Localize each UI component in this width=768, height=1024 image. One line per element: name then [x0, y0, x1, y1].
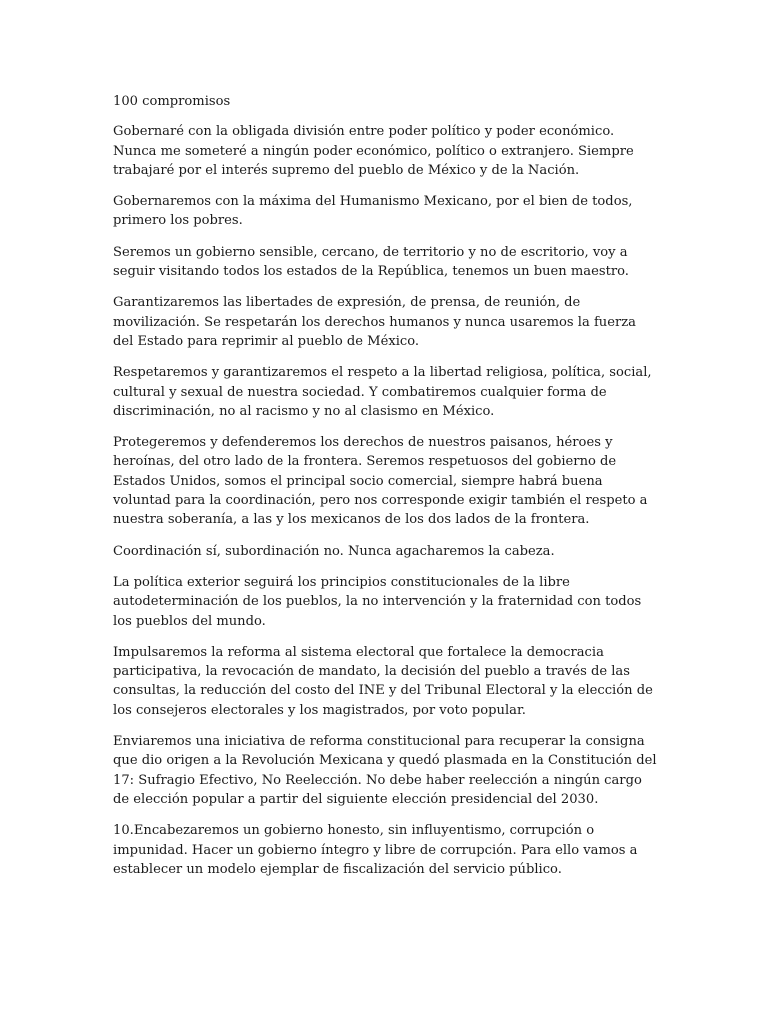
- document-title: 100 compromisos: [113, 94, 231, 109]
- paragraph: Respetaremos y garantizaremos el respeto a la libertad religiosa, política, social, cultural y sexual de nuestra sociedad. Y combatiremos cualquier forma de discriminación, no al racismo y no al clasismo en México.: [113, 365, 652, 419]
- paragraph: Seremos un gobierno sensible, cercano, de territorio y no de escritorio, voy a seguir visitando todos los estados de la República, tenemos un buen maestro.: [113, 244, 629, 280]
- document-body: [113, 92, 658, 891]
- paragraph: 10.Encabezaremos un gobierno honesto, sin influyentismo, corrupción o impunidad. Hacer un gobierno íntegro y libre de corrupción. Para ello vamos a establecer un modelo ejemplar de fiscalización del servicio público.: [113, 823, 638, 877]
- paragraph: Impulsaremos la reforma al sistema electoral que fortalece la democracia participativa, la revocación de mandato, la decisión del pueblo a través de las consultas, la reducción del costo del INE y del Tribunal Electoral y la elección de los consejeros electorales y los magistrados, por voto popular.: [113, 644, 653, 718]
- paragraph: Protegeremos y defenderemos los derechos de nuestros paisanos, héroes y heroínas, del otro lado de la frontera. Seremos respetuosos del gobierno de Estados Unidos, somos el principal socio comercial, siempre habrá buena voluntad para la coordinación, pero nos corresponde exigir también el respeto a nuestra soberanía, a las y los mexicanos de los dos lados de la frontera.: [113, 435, 648, 528]
- paragraph: Gobernaremos con la máxima del Humanismo Mexicano, por el bien de todos, primero los pobres.: [113, 194, 633, 229]
- paragraph: La política exterior seguirá los principios constitucionales de la libre autodeterminación de los pueblos, la no intervención y la fraternidad con todos los pueblos del mundo.: [113, 574, 642, 629]
- paragraph: Enviaremos una iniciativa de reforma constitucional para recuperar la consigna que dio origen a la Revolución Mexicana y quedó plasmada en la Constitución del 17: Sufragio Efectivo, No Reelección. No debe haber reelección a ningún cargo de elección popular a partir del siguiente elección presidencial del 2030.: [113, 734, 657, 807]
- paragraph: Gobernaré con la obligada división entre poder político y poder económico. Nunca me someteré a ningún poder económico, político o extranjero. Siempre trabajaré por el interés supremo del pueblo de México y de la Nación.: [113, 124, 634, 178]
- paragraph: Garantizaremos las libertades de expresión, de prensa, de reunión, de movilización. Se respetarán los derechos humanos y nunca usaremos la fuerza del Estado para reprimir al pueblo de México.: [113, 295, 636, 349]
- paragraph: Coordinación sí, subordinación no. Nunca agacharemos la cabeza.: [113, 543, 555, 559]
